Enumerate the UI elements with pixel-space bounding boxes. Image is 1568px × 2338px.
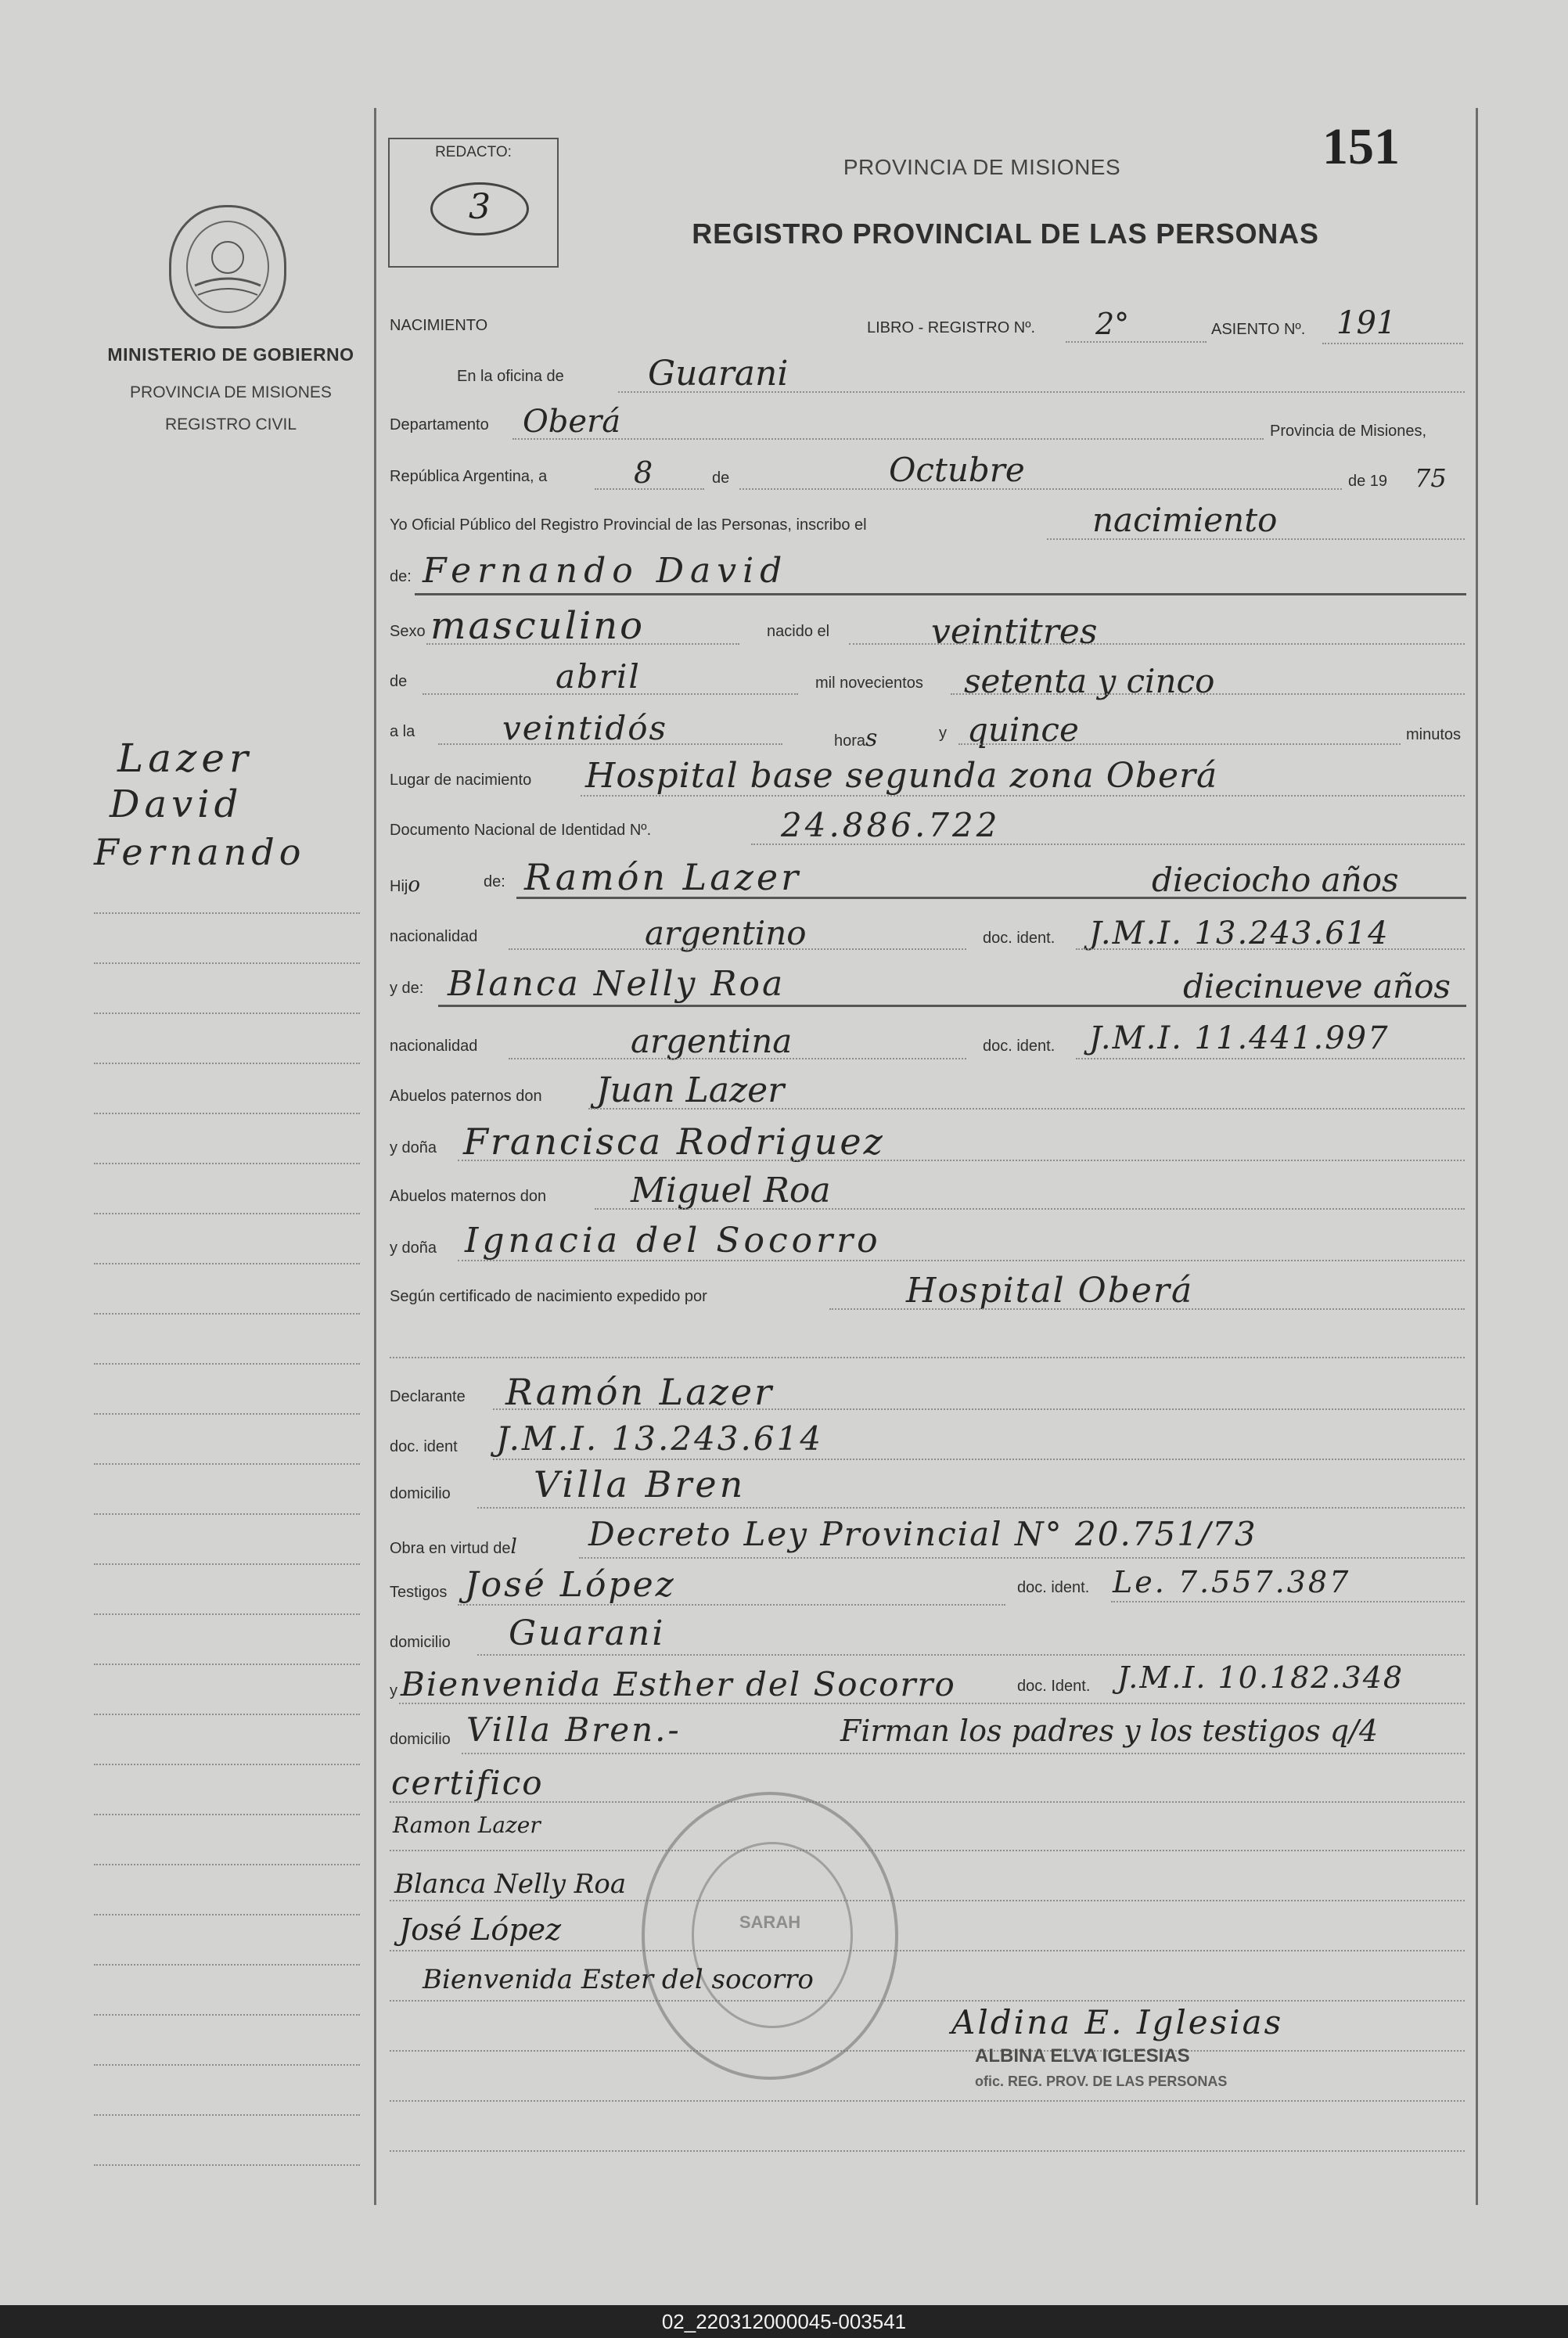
nacimiento-label: NACIMIENTO (390, 317, 488, 334)
redacto-box (388, 138, 559, 268)
minutos-value: quince (967, 710, 1079, 749)
margin-rule-line (94, 1163, 360, 1164)
field-line (477, 1654, 1465, 1656)
right-margin-rule (1476, 108, 1478, 2205)
madre-nac-value: argentina (631, 1022, 793, 1060)
field-line (458, 1604, 1005, 1606)
margin-rule-line (94, 2064, 360, 2066)
obra-label (390, 1535, 517, 1559)
registry-stamp (642, 1792, 898, 2080)
redacto-value: 3 (430, 182, 529, 236)
departamento-value: Oberá (523, 404, 621, 440)
padre-edad-value: dieciocho años (1152, 861, 1399, 899)
domicilio-declarante-label: domicilio (390, 1485, 451, 1502)
y-dona-paterna-label: y doña (390, 1139, 437, 1156)
inscribe-value: nacimiento (1092, 501, 1278, 539)
official-signature: Aldina E. Iglesias (951, 2003, 1284, 2041)
abuelo-paterno-value: Juan Lazer (596, 1070, 785, 1110)
horas-label-text: hora (834, 732, 866, 750)
y-de-label: y de: (390, 980, 424, 997)
margin-rule-line (94, 1664, 360, 1665)
domicilio-testigo2-label: domicilio (390, 1731, 451, 1748)
yo-oficial-label: Yo Oficial Público del Registro Provincial de las Personas, inscribo el (390, 516, 867, 534)
field-line (390, 2050, 1465, 2052)
field-line (581, 795, 1465, 797)
nombre-label: de: (390, 568, 412, 585)
sexo-value: masculino (430, 604, 646, 648)
field-line (739, 488, 1342, 490)
testigo2-doc-value: J.M.I. 10.182.348 (1117, 1660, 1404, 1695)
abuela-paterna-value: Francisca Rodriguez (463, 1120, 885, 1163)
field-line (595, 1208, 1465, 1210)
abuelos-paternos-label: Abuelos paternos don (390, 1088, 542, 1105)
field-line (390, 2100, 1465, 2102)
field-line (493, 1408, 1465, 1410)
field-line (390, 2150, 1465, 2152)
libro-label: LIBRO - REGISTRO Nº. (867, 319, 1036, 336)
nombre-value: Fernando David (423, 551, 789, 591)
margin-rule-line (94, 2164, 360, 2166)
margin-rule-line (94, 1313, 360, 1315)
abuelos-maternos-label: Abuelos maternos don (390, 1188, 547, 1205)
doc-ident-testigo1-label: doc. ident. (1017, 1579, 1090, 1596)
field-line (390, 1850, 1465, 1851)
margin-rule-line (94, 1413, 360, 1415)
departamento-label: Departamento (390, 416, 489, 433)
field-line (509, 948, 966, 950)
madre-underline (438, 1005, 1466, 1007)
oficina-label: En la oficina de (457, 368, 564, 385)
page-title: REGISTRO PROVINCIAL DE LAS PERSONAS (692, 218, 1319, 250)
margin-note-line: Lazer (117, 736, 253, 781)
margin-rule-line (94, 1563, 360, 1565)
signature-witness2: Bienvenida Ester del socorro (423, 1964, 814, 1995)
nacionalidad-padre-label: nacionalidad (390, 928, 478, 945)
nacido-label: nacido el (767, 623, 830, 640)
hijo-label (390, 873, 420, 897)
official-title: ofic. REG. PROV. DE LAS PERSONAS (975, 2074, 1228, 2089)
field-line (849, 643, 1465, 645)
signature-father: Ramon Lazer (393, 1812, 541, 1838)
field-line (618, 391, 1465, 393)
field-line (1111, 1601, 1465, 1602)
margin-note-line: David (110, 782, 243, 826)
abuela-materna-value: Ignacia del Socorro (465, 1221, 882, 1261)
margin-rule-line (94, 2114, 360, 2116)
field-line (390, 1801, 1465, 1803)
margin-rule-line (94, 1113, 360, 1114)
field-line (390, 1900, 1465, 1901)
padre-value: Ramón Lazer (524, 856, 802, 898)
field-line (477, 1507, 1465, 1509)
image-caption: 02_220312000045-003541 (0, 2305, 1568, 2338)
doc-ident-declarante-label: doc. ident (390, 1438, 458, 1455)
margin-rule-line (94, 1063, 360, 1064)
testigo1-doc-value: Le. 7.557.387 (1113, 1565, 1351, 1599)
field-line (512, 438, 1264, 440)
margin-rule-line (94, 1764, 360, 1765)
field-line (829, 1308, 1465, 1310)
field-line (438, 743, 782, 745)
doc-ident-madre-label: doc. ident. (983, 1038, 1056, 1055)
padre-doc-value: J.M.I. 13.243.614 (1089, 915, 1390, 951)
field-line (1076, 1058, 1465, 1059)
field-line (390, 1950, 1465, 1951)
certifico-note: certifico (391, 1764, 544, 1802)
libro-value: 2° (1095, 307, 1130, 341)
ministry-registry: REGISTRO CIVIL (164, 415, 297, 433)
official-name: ALBINA ELVA IGLESIAS (975, 2045, 1190, 2066)
hijo-de-label: de: (484, 873, 505, 890)
padre-underline (516, 897, 1466, 899)
obra-label-text: Obra en virtud de (390, 1540, 511, 1557)
madre-doc-value: J.M.I. 11.441.997 (1089, 1020, 1390, 1056)
testigo1-value: José López (465, 1565, 676, 1605)
obra-prefix: l (510, 1535, 517, 1559)
stamp-text: SARAH (739, 1912, 801, 1932)
testigo2-value: Bienvenida Esther del Socorro (401, 1665, 956, 1703)
margin-rule-line (94, 1513, 360, 1515)
horas-suffix: s (865, 725, 878, 752)
field-line (462, 1753, 1465, 1754)
declarante-label: Declarante (390, 1388, 466, 1405)
margin-rule-line (94, 1363, 360, 1365)
margin-rule-line (94, 2014, 360, 2016)
nacido-value: veintitres (931, 612, 1098, 652)
margin-rule-line (94, 1714, 360, 1715)
field-line (493, 1459, 1465, 1460)
segun-label: Según certificado de nacimiento expedido por (390, 1288, 707, 1305)
year-prefix-label: de 19 (1348, 473, 1388, 490)
provincia-misiones-label: Provincia de Misiones, (1270, 423, 1427, 440)
header-province: PROVINCIA DE MISIONES (843, 155, 1121, 179)
de-mes-nac-label: de (390, 673, 408, 690)
mes-nac-value: abril (556, 657, 641, 696)
doc-ident-testigo2-label: doc. Ident. (1017, 1678, 1091, 1695)
field-line (751, 843, 1465, 845)
dia-value: 8 (634, 455, 653, 490)
margin-rule-line (94, 1463, 360, 1465)
hora-value: veintidós (502, 709, 668, 747)
field-line (1066, 341, 1207, 343)
year-value: 75 (1415, 463, 1447, 493)
nacionalidad-madre-label: nacionalidad (390, 1038, 478, 1055)
declarante-doc-value: J.M.I. 13.243.614 (496, 1419, 824, 1458)
abuelo-materno-value: Miguel Roa (631, 1171, 831, 1210)
field-line (1076, 948, 1465, 950)
madre-value: Blanca Nelly Roa (448, 964, 786, 1004)
field-line (1047, 538, 1465, 540)
field-line (595, 488, 704, 490)
certificado-value: Hospital Oberá (906, 1271, 1194, 1311)
margin-rule-line (94, 1814, 360, 1815)
province-emblem-icon (169, 205, 286, 329)
margin-rule-line (94, 1914, 360, 1915)
field-line (951, 693, 1465, 695)
field-line (958, 743, 1401, 745)
domicilio-testigo2-value: Villa Bren.- (466, 1710, 682, 1749)
domicilio-testigo1-value: Guarani (509, 1613, 666, 1653)
margin-rule-line (94, 1263, 360, 1264)
y-dona-materna-label: y doña (390, 1239, 437, 1257)
y-label: y (939, 725, 947, 742)
domicilio-declarante-value: Villa Bren (534, 1463, 746, 1505)
margin-rule-line (94, 1613, 360, 1615)
ministry-heading: MINISTERIO DE GOBIERNO (107, 344, 354, 365)
documento-label: Documento Nacional de Identidad Nº. (390, 822, 652, 839)
y-testigo-label: y (390, 1682, 397, 1700)
redacto-label: REDACTO: (435, 144, 512, 160)
margin-note-line: Fernando (94, 831, 306, 873)
de-mes-label: de (712, 469, 730, 487)
field-line (426, 643, 739, 645)
anio-nac-value: setenta y cinco (964, 662, 1215, 700)
stamp-inner-ring (692, 1842, 853, 2028)
margin-rule-line (94, 962, 360, 964)
mil-novecientos-label: mil novecientos (815, 674, 923, 692)
minutos-label: minutos (1406, 726, 1462, 743)
horas-label (834, 725, 877, 752)
testigos-label: Testigos (390, 1584, 448, 1601)
ministry-province: PROVINCIA DE MISIONES (130, 383, 332, 401)
field-line (588, 1108, 1465, 1110)
oficina-value: Guarani (648, 354, 789, 394)
name-underline (415, 593, 1466, 595)
dni-value: 24.886.722 (781, 806, 1001, 844)
madre-edad-value: diecinueve años (1183, 967, 1451, 1005)
field-line (423, 693, 798, 695)
firman-note: Firman los padres y los testigos q/4 (840, 1714, 1379, 1748)
doc-ident-padre-label: doc. ident. (983, 930, 1056, 947)
margin-rule-line (94, 1213, 360, 1214)
margin-rule-line (94, 912, 360, 914)
field-line (509, 1058, 966, 1059)
field-line (390, 1357, 1465, 1358)
lugar-label: Lugar de nacimiento (390, 772, 532, 789)
field-line (579, 1557, 1465, 1559)
hijo-suffix: o (408, 873, 420, 897)
padre-nac-value: argentino (645, 914, 807, 952)
domicilio-testigo1-label: domicilio (390, 1634, 451, 1651)
a-la-label: a la (390, 723, 415, 740)
obra-value: Decreto Ley Provincial N° 20.751/73 (588, 1515, 1257, 1553)
margin-rule-line (94, 1964, 360, 1966)
page-number: 151 (1322, 118, 1400, 175)
field-line (458, 1260, 1465, 1261)
field-line (1322, 343, 1463, 344)
asiento-value: 191 (1336, 305, 1397, 341)
mes-value: Octubre (889, 451, 1025, 489)
signature-witness1: José López (399, 1912, 562, 1947)
asiento-label: ASIENTO Nº. (1211, 321, 1306, 338)
field-line (399, 1703, 1465, 1704)
margin-rule-line (94, 1864, 360, 1865)
field-line (390, 2000, 1465, 2002)
hijo-label-text: Hij (390, 878, 408, 895)
sexo-label: Sexo (390, 623, 426, 640)
declarante-value: Ramón Lazer (505, 1371, 775, 1413)
lugar-value: Hospital base segunda zona Oberá (585, 756, 1218, 796)
field-line (458, 1160, 1465, 1161)
margin-rule-line (94, 1013, 360, 1014)
republica-label: República Argentina, a (390, 468, 548, 485)
signature-mother: Blanca Nelly Roa (394, 1869, 627, 1900)
